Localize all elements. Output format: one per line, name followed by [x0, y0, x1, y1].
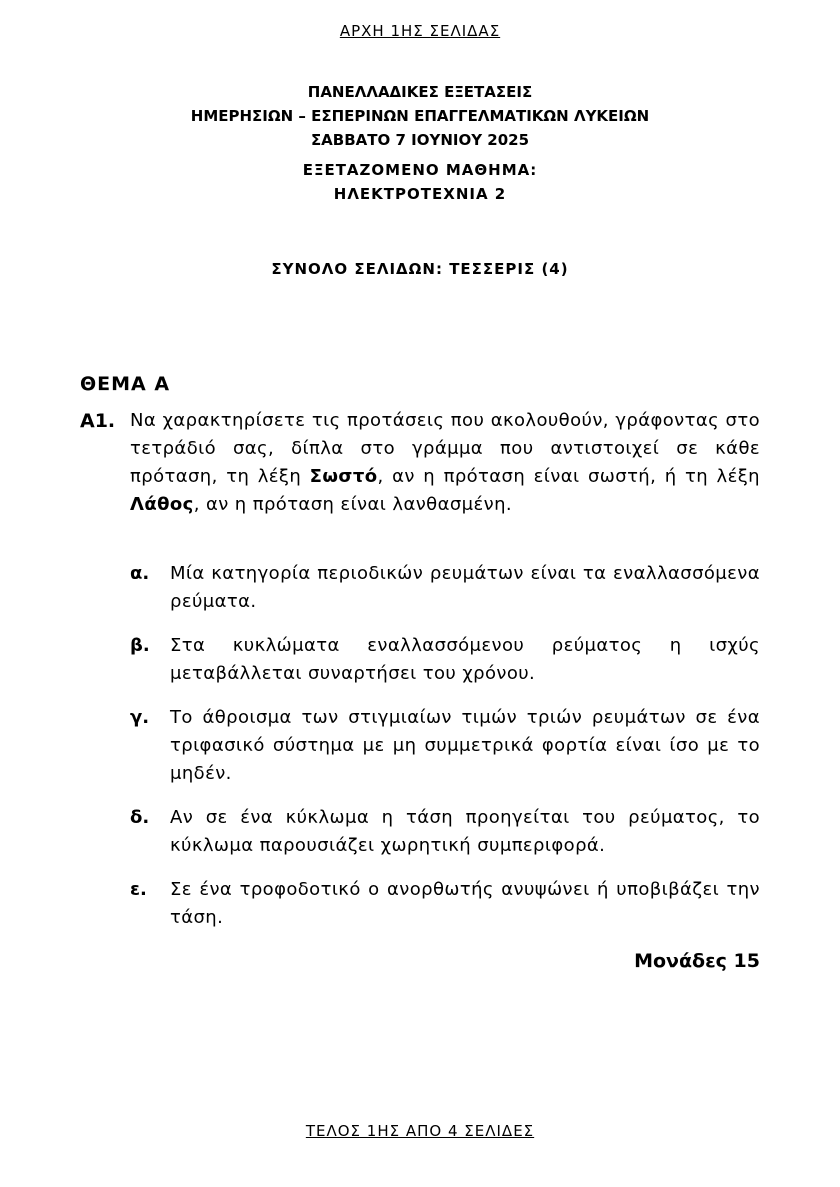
item-text: Το άθροισμα των στιγμιαίων τιμών τριών ρευμάτων σε ένα τριφασικό σύστημα με μη συμμετρικά φορτία είναι ίσο με το μηδέν. — [170, 707, 760, 784]
list-item — [130, 560, 760, 616]
subject-label: ΕΞΕΤΑΖΟΜΕΝΟ ΜΑΘΗΜΑ: — [302, 161, 538, 179]
word-correct: Σωστό — [309, 466, 378, 487]
question-text-part1: Να χαρακτηρίσετε τις προτάσεις που ακολουθούν, γράφοντας στο τετράδιό σας, δίπλα στο γράμμα που αντιστοιχεί σε κάθε πρόταση, τη λέξη — [130, 410, 760, 487]
question-text-part2: , αν η πρόταση είναι σωστή, ή τη λέξη — [377, 466, 760, 487]
question-number: Α1. — [80, 410, 116, 432]
item-text: Αν σε ένα κύκλωμα η τάση προηγείται του ρεύματος, το κύκλωμα παρουσιάζει χωρητική συμπεριφορά. — [170, 807, 760, 856]
list-item — [130, 632, 760, 688]
item-letter: β. — [130, 635, 150, 656]
question-text-part3: , αν η πρόταση είναι λανθασμένη. — [193, 494, 513, 515]
subject-name: ΗΛΕΚΤΡΟΤΕΧΝΙΑ 2 — [333, 185, 507, 203]
list-item — [130, 804, 760, 860]
exam-schools: ΗΜΕΡΗΣΙΩΝ – ΕΣΠΕΡΙΝΩΝ ΕΠΑΓΓΕΛΜΑΤΙΚΩΝ ΛΥΚΕΙΩΝ — [190, 107, 650, 125]
pages-total: ΣΥΝΟΛΟ ΣΕΛΙΔΩΝ: ΤΕΣΣΕΡΙΣ (4) — [271, 260, 569, 278]
item-text: Στα κυκλώματα εναλλασσόμενου ρεύματος η ισχύς μεταβάλλεται συναρτήσει του χρόνου. — [170, 635, 760, 684]
item-text: Μία κατηγορία περιοδικών ρευμάτων είναι τα εναλλασσόμενα ρεύματα. — [170, 563, 760, 612]
exam-title: ΠΑΝΕΛΛΑΔΙΚΕΣ ΕΞΕΤΑΣΕΙΣ — [307, 83, 533, 101]
item-text: Σε ένα τροφοδοτικό ο ανορθωτής ανυψώνει ή υποβιβάζει την τάση. — [170, 879, 760, 928]
statement-list — [130, 560, 760, 948]
page-footer: ΤΕΛΟΣ 1ΗΣ ΑΠΟ 4 ΣΕΛΙΔΕΣ — [305, 1122, 535, 1140]
list-item — [130, 704, 760, 788]
theme-title: ΘΕΜΑ Α — [80, 373, 171, 395]
word-wrong: Λάθος — [130, 494, 194, 515]
question-text — [130, 407, 760, 519]
item-letter: γ. — [130, 707, 150, 728]
exam-info — [0, 80, 840, 206]
item-letter: ε. — [130, 879, 147, 900]
exam-date: ΣΑΒΒΑΤΟ 7 ΙΟΥΝΙΟΥ 2025 — [310, 131, 530, 149]
question-a1 — [80, 407, 760, 519]
page-header: ΑΡΧΗ 1ΗΣ ΣΕΛΙΔΑΣ — [339, 22, 501, 40]
units-label: Μονάδες 15 — [634, 950, 760, 972]
item-letter: δ. — [130, 807, 150, 828]
list-item — [130, 876, 760, 932]
item-letter: α. — [130, 563, 150, 584]
